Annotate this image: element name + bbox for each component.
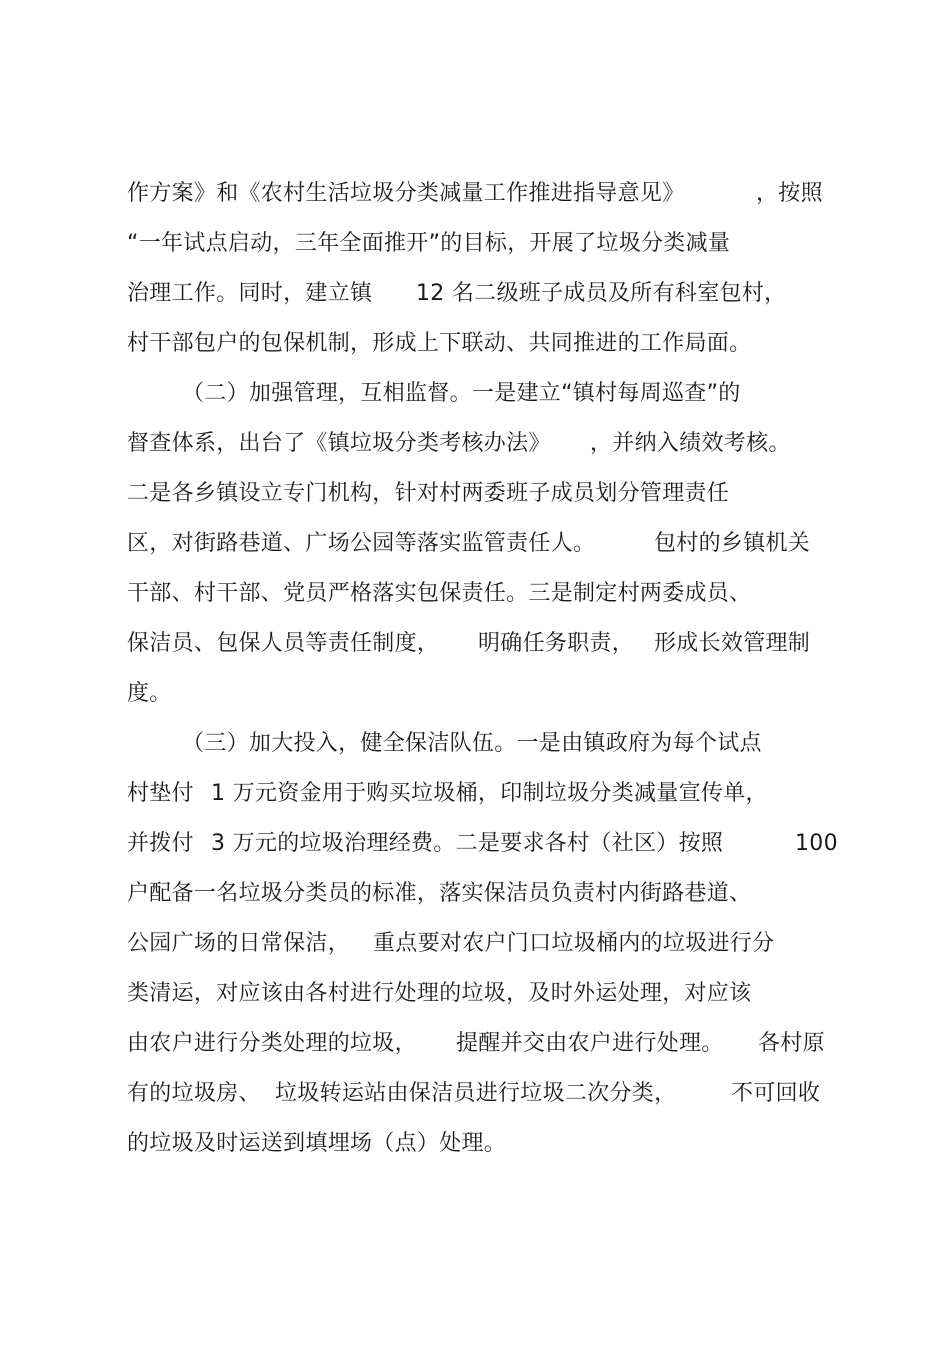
text-line: 垃圾转运站由保洁员进行垃圾二次分类，	[275, 1081, 677, 1106]
text-line: 3 万元的垃圾治理经费。二是要求各村（社区）按照	[211, 831, 724, 856]
text-line: 村垫付	[127, 781, 194, 806]
text-line: 有的垃圾房、	[127, 1081, 261, 1106]
text-line: 明确任务职责，	[478, 631, 635, 656]
text-line: （三）加大投入，健全保洁队伍。一是由镇政府为每个试点	[182, 731, 762, 756]
text-line: 户配备一名垃圾分类员的标准，落实保洁员负责村内街路巷道、	[127, 881, 752, 906]
text-line: （二）加强管理，互相监督。一是建立“镇村每周巡查”的	[182, 381, 741, 406]
text-line: 由农户进行分类处理的垃圾，	[127, 1031, 417, 1056]
text-line: 村干部包户的包保机制，形成上下联动、共同推进的工作局面。	[127, 331, 752, 356]
text-line: ，按照	[756, 181, 823, 206]
text-line: 并拨付	[127, 831, 194, 856]
text-line: 公园广场的日常保洁，	[127, 931, 351, 956]
text-line: 提醒并交由农户进行处理。	[456, 1031, 724, 1056]
text-line: 的垃圾及时运送到填埋场（点）处理。	[127, 1131, 507, 1156]
text-line: “一年试点启动，三年全面推开”的目标，开展了垃圾分类减量	[127, 231, 731, 256]
text-line: 二是各乡镇设立专门机构，针对村两委班子成员划分管理责任	[127, 481, 730, 506]
text-line: 12 名二级班子成员及所有科室包村，	[416, 281, 787, 306]
text-line: 重点要对农户门口垃圾桶内的垃圾进行分	[373, 931, 775, 956]
text-line: 区，对街路巷道、广场公园等落实监管责任人。	[127, 531, 596, 556]
text-line: 包村的乡镇机关	[654, 531, 811, 556]
text-line: 治理工作。同时，建立镇	[127, 281, 373, 306]
text-line: 不可回收	[731, 1081, 821, 1106]
text-line: 1 万元资金用于购买垃圾桶，印制垃圾分类减量宣传单，	[211, 781, 768, 806]
text-line: 类清运，对应该由各村进行处理的垃圾，及时外运处理，对应该	[127, 981, 752, 1006]
text-line: ，并纳入绩效考核。	[590, 431, 791, 456]
text-line: 督查体系，出台了《镇垃圾分类考核办法》	[127, 431, 551, 456]
text-line: 保洁员、包保人员等责任制度，	[127, 631, 440, 656]
text-line: 100	[795, 831, 838, 856]
text-line: 各村原	[758, 1031, 825, 1056]
text-line: 作方案》和《农村生活垃圾分类减量工作推进指导意见》	[127, 181, 685, 206]
text-line: 干部、村干部、党员严格落实包保责任。三是制定村两委成员、	[127, 581, 752, 606]
text-line: 度。	[127, 681, 172, 706]
text-line: 形成长效管理制	[654, 631, 811, 656]
